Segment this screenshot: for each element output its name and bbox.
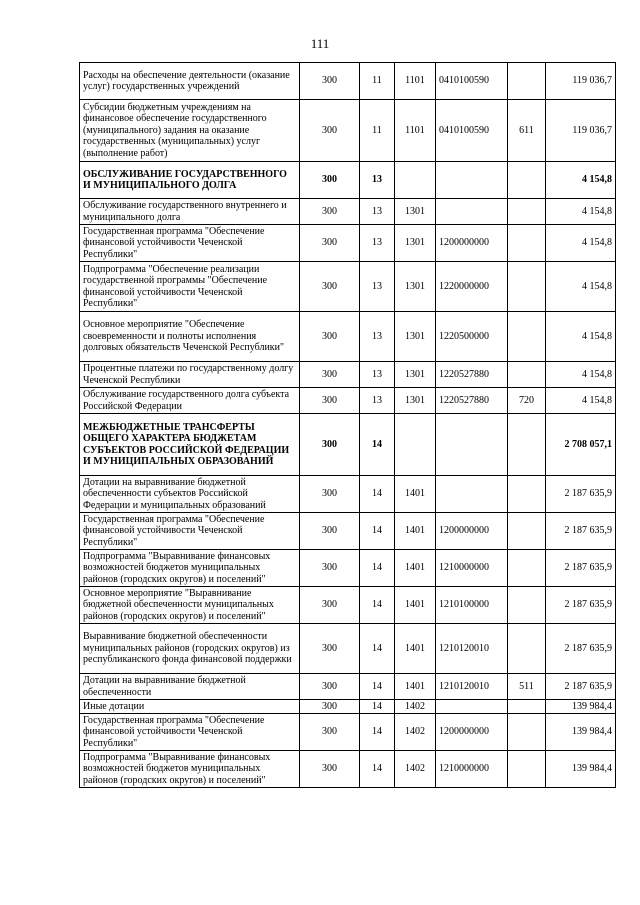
row-amount: 4 154,8 [546, 388, 616, 414]
row-name: Дотации на выравнивание бюджетной обеспеченности [80, 674, 300, 700]
row-name: Процентные платежи по государственному долгу Чеченской Республики [80, 362, 300, 388]
row-name: Подпрограмма "Обеспечение реализации государственной программы "Обеспечение финансовой устойчивости Чеченской Республики" [80, 262, 300, 312]
row-name: Подпрограмма "Выравнивание финансовых возможностей бюджетов муниципальных районов (городских округов) и поселений" [80, 550, 300, 587]
row-amount: 2 187 635,9 [546, 674, 616, 700]
row-subsection: 1301 [395, 362, 436, 388]
row-expense-type [508, 225, 546, 262]
row-amount: 2 187 635,9 [546, 550, 616, 587]
row-subsection [395, 162, 436, 199]
row-admin-code: 300 [300, 714, 360, 751]
row-section: 14 [360, 751, 395, 788]
table-row-section-heading [80, 162, 616, 199]
row-section: 14 [360, 624, 395, 674]
table-row [80, 199, 616, 225]
row-admin-code: 300 [300, 362, 360, 388]
table-row [80, 262, 616, 312]
row-admin-code: 300 [300, 100, 360, 162]
row-amount: 139 984,4 [546, 714, 616, 751]
row-expense-type [508, 199, 546, 225]
row-name: МЕЖБЮДЖЕТНЫЕ ТРАНСФЕРТЫ ОБЩЕГО ХАРАКТЕРА БЮДЖЕТАМ СУБЪЕКТОВ РОССИЙСКОЙ ФЕДЕРАЦИИ И МУНИЦИПАЛЬНЫХ ОБРАЗОВАНИЙ [80, 414, 300, 476]
row-amount: 2 187 635,9 [546, 476, 616, 513]
row-section: 13 [360, 262, 395, 312]
row-admin-code: 300 [300, 312, 360, 362]
budget-table [79, 62, 616, 788]
row-admin-code: 300 [300, 262, 360, 312]
row-expense-type [508, 624, 546, 674]
row-subsection: 1401 [395, 513, 436, 550]
row-admin-code: 300 [300, 751, 360, 788]
row-target-article: 1210120010 [436, 674, 508, 700]
table-row [80, 476, 616, 513]
row-expense-type [508, 550, 546, 587]
row-expense-type [508, 262, 546, 312]
row-amount: 2 187 635,9 [546, 624, 616, 674]
table-row [80, 550, 616, 587]
row-section: 11 [360, 63, 395, 100]
row-expense-type [508, 63, 546, 100]
row-subsection: 1402 [395, 751, 436, 788]
row-section: 13 [360, 312, 395, 362]
row-amount: 139 984,4 [546, 700, 616, 714]
table-row [80, 100, 616, 162]
row-subsection: 1401 [395, 476, 436, 513]
row-section: 14 [360, 700, 395, 714]
row-section: 14 [360, 587, 395, 624]
row-amount: 4 154,8 [546, 225, 616, 262]
table-row [80, 225, 616, 262]
row-subsection: 1301 [395, 225, 436, 262]
row-section: 13 [360, 162, 395, 199]
row-expense-type [508, 714, 546, 751]
row-amount: 139 984,4 [546, 751, 616, 788]
row-subsection: 1402 [395, 700, 436, 714]
row-section: 14 [360, 550, 395, 587]
row-target-article: 1200000000 [436, 513, 508, 550]
row-target-article [436, 476, 508, 513]
row-amount: 4 154,8 [546, 262, 616, 312]
row-target-article: 1220500000 [436, 312, 508, 362]
row-subsection: 1401 [395, 674, 436, 700]
row-target-article: 0410100590 [436, 63, 508, 100]
row-admin-code: 300 [300, 414, 360, 476]
row-section: 13 [360, 199, 395, 225]
row-expense-type [508, 700, 546, 714]
row-amount: 4 154,8 [546, 199, 616, 225]
row-target-article: 1210120010 [436, 624, 508, 674]
table-row [80, 312, 616, 362]
row-name: Государственная программа "Обеспечение финансовой устойчивости Чеченской Республики" [80, 513, 300, 550]
row-subsection: 1401 [395, 550, 436, 587]
row-name: Обслуживание государственного внутреннего и муниципального долга [80, 199, 300, 225]
row-section: 14 [360, 513, 395, 550]
row-name: Обслуживание государственного долга субъекта Российской Федерации [80, 388, 300, 414]
row-name: Государственная программа "Обеспечение финансовой устойчивости Чеченской Республики" [80, 225, 300, 262]
row-subsection: 1402 [395, 714, 436, 751]
row-expense-type [508, 751, 546, 788]
table-row [80, 513, 616, 550]
table-row [80, 63, 616, 100]
row-expense-type [508, 414, 546, 476]
row-subsection: 1301 [395, 388, 436, 414]
row-expense-type [508, 587, 546, 624]
row-name: Дотации на выравнивание бюджетной обеспеченности субъектов Российской Федерации и муниципальных образований [80, 476, 300, 513]
table-row [80, 700, 616, 714]
row-admin-code: 300 [300, 550, 360, 587]
table-row [80, 624, 616, 674]
table-row [80, 362, 616, 388]
row-admin-code: 300 [300, 700, 360, 714]
row-admin-code: 300 [300, 513, 360, 550]
row-expense-type [508, 476, 546, 513]
row-section: 14 [360, 674, 395, 700]
row-target-article: 1200000000 [436, 714, 508, 751]
table-row-section-heading [80, 414, 616, 476]
row-amount: 2 187 635,9 [546, 587, 616, 624]
table-row [80, 674, 616, 700]
row-admin-code: 300 [300, 162, 360, 199]
row-name: Основное мероприятие "Обеспечение своевременности и полноты исполнения долговых обязательств Чеченской Республики" [80, 312, 300, 362]
row-amount: 4 154,8 [546, 362, 616, 388]
row-expense-type: 720 [508, 388, 546, 414]
row-target-article: 0410100590 [436, 100, 508, 162]
row-expense-type [508, 362, 546, 388]
row-section: 13 [360, 388, 395, 414]
row-admin-code: 300 [300, 63, 360, 100]
row-name: Подпрограмма "Выравнивание финансовых возможностей бюджетов муниципальных районов (городских округов) и поселений" [80, 751, 300, 788]
row-subsection: 1101 [395, 63, 436, 100]
row-admin-code: 300 [300, 225, 360, 262]
row-target-article [436, 700, 508, 714]
row-target-article: 1210000000 [436, 751, 508, 788]
row-expense-type [508, 513, 546, 550]
row-section: 14 [360, 414, 395, 476]
row-target-article: 1200000000 [436, 225, 508, 262]
row-admin-code: 300 [300, 476, 360, 513]
row-target-article: 1210100000 [436, 587, 508, 624]
row-target-article: 1220527880 [436, 362, 508, 388]
row-amount: 119 036,7 [546, 100, 616, 162]
row-admin-code: 300 [300, 624, 360, 674]
table-row [80, 751, 616, 788]
page-number: 111 [310, 36, 330, 51]
row-subsection: 1301 [395, 312, 436, 362]
row-target-article [436, 414, 508, 476]
row-name: Иные дотации [80, 700, 300, 714]
row-name: Выравнивание бюджетной обеспеченности муниципальных районов (городских округов) из республиканского фонда финансовой поддержки [80, 624, 300, 674]
row-subsection [395, 414, 436, 476]
row-admin-code: 300 [300, 388, 360, 414]
row-expense-type [508, 162, 546, 199]
row-section: 14 [360, 714, 395, 751]
row-amount: 2 708 057,1 [546, 414, 616, 476]
table-row [80, 587, 616, 624]
row-subsection: 1101 [395, 100, 436, 162]
row-expense-type [508, 312, 546, 362]
row-subsection: 1401 [395, 587, 436, 624]
row-section: 11 [360, 100, 395, 162]
row-subsection: 1401 [395, 624, 436, 674]
row-admin-code: 300 [300, 587, 360, 624]
row-amount: 4 154,8 [546, 312, 616, 362]
row-expense-type: 511 [508, 674, 546, 700]
row-section: 14 [360, 476, 395, 513]
row-amount: 4 154,8 [546, 162, 616, 199]
row-section: 13 [360, 225, 395, 262]
row-name: Основное мероприятие "Выравнивание бюджетной обеспеченности муниципальных районов (городских округов) и поселений" [80, 587, 300, 624]
row-name: Субсидии бюджетным учреждениям на финансовое обеспечение государственного (муниципального) задания на оказание государственных (муниципальных) услуг (выполнение работ) [80, 100, 300, 162]
row-target-article: 1220000000 [436, 262, 508, 312]
row-target-article [436, 162, 508, 199]
row-name: Государственная программа "Обеспечение финансовой устойчивости Чеченской Республики" [80, 714, 300, 751]
row-name: ОБСЛУЖИВАНИЕ ГОСУДАРСТВЕННОГО И МУНИЦИПАЛЬНОГО ДОЛГА [80, 162, 300, 199]
row-admin-code: 300 [300, 199, 360, 225]
row-admin-code: 300 [300, 674, 360, 700]
row-expense-type: 611 [508, 100, 546, 162]
row-subsection: 1301 [395, 199, 436, 225]
row-amount: 119 036,7 [546, 63, 616, 100]
row-section: 13 [360, 362, 395, 388]
row-target-article: 1210000000 [436, 550, 508, 587]
row-name: Расходы на обеспечение деятельности (оказание услуг) государственных учреждений [80, 63, 300, 100]
row-target-article [436, 199, 508, 225]
row-target-article: 1220527880 [436, 388, 508, 414]
row-amount: 2 187 635,9 [546, 513, 616, 550]
row-subsection: 1301 [395, 262, 436, 312]
table-row [80, 388, 616, 414]
table-row [80, 714, 616, 751]
